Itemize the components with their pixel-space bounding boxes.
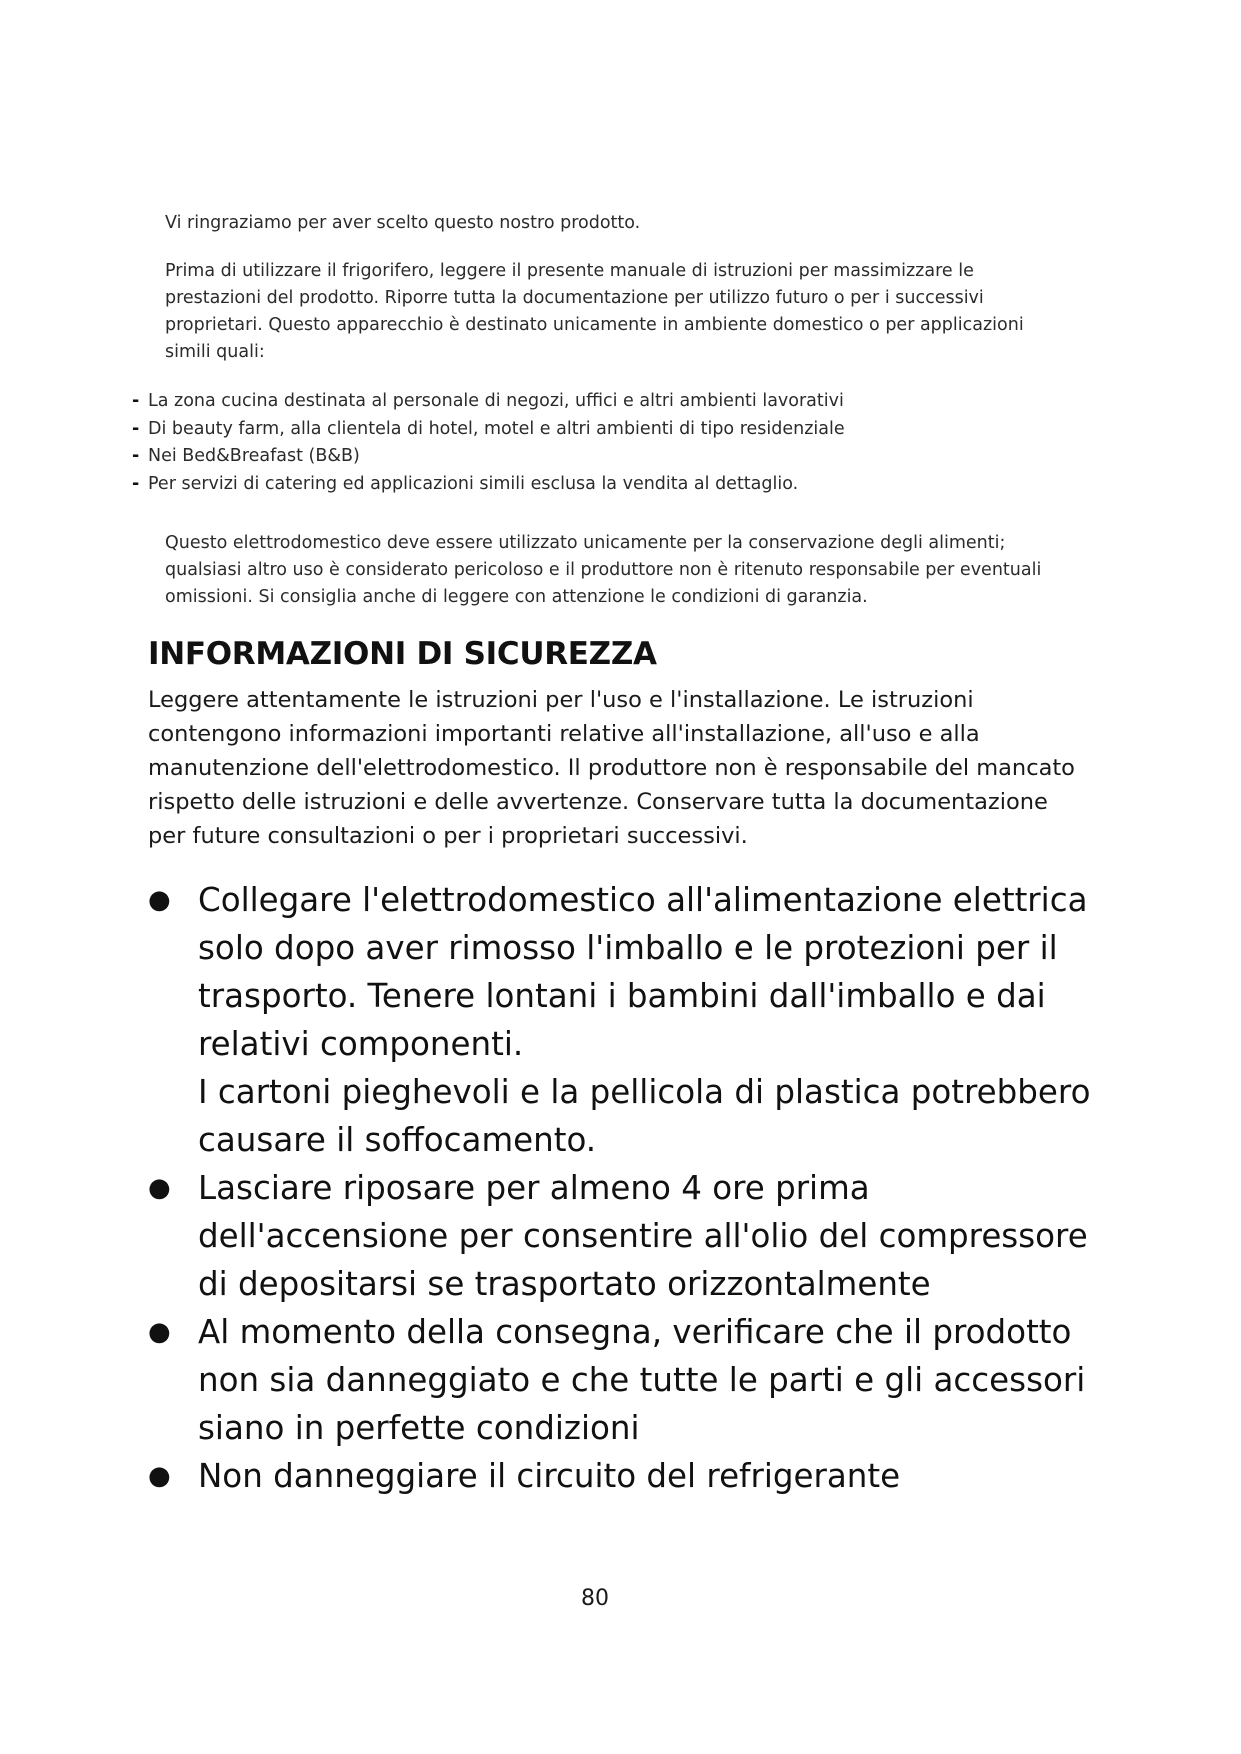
- list-item: [148, 1164, 1098, 1308]
- intro-closing: Questo elettrodomestico deve essere utilizzato unicamente per la conservazione degli alimenti; qualsiasi altro uso è considerato pericoloso e il produttore non è ritenuto responsabile per eventuali omissioni. Si consiglia anche di leggere con attenzione le condizioni di garanzia.: [165, 533, 1042, 607]
- use-item-text: La zona cucina destinata al personale di negozi, uffici e altri ambienti lavorativi: [148, 391, 844, 411]
- list-item: - La zona cucina destinata al personale di negozi, uffici e altri ambienti lavorativi: [132, 388, 845, 416]
- use-item-text: Di beauty farm, alla clientela di hotel, motel e altri ambienti di tipo residenziale: [148, 418, 845, 439]
- intro-paragraph: Prima di utilizzare il frigorifero, leggere il presente manuale di istruzioni per massimizzare le prestazioni del prodotto. Riporre tutta la documentazione per utilizzo futuro o per i successivi proprietari. Questo apparecchio è destinato unicamente in ambiente domestico o per applicazioni simili quali:: [165, 261, 1024, 362]
- list-item: [148, 1308, 1098, 1452]
- section-title: INFORMAZIONI DI SICUREZZA: [148, 636, 657, 672]
- safety-item-text: Lasciare riposare per almeno 4 ore prima dell'accensione per consentire all'olio del compressore di depositarsi se trasportato orizzontalmente: [198, 1169, 1088, 1303]
- safety-list: [148, 876, 1098, 1500]
- uses-list: [132, 388, 845, 498]
- list-item: - Di beauty farm, alla clientela di hotel, motel e altri ambienti di tipo residenziale: [132, 416, 845, 444]
- use-item-text: Per servizi di catering ed applicazioni simili esclusa la vendita al dettaglio.: [148, 473, 799, 494]
- section-body: Leggere attentamente le istruzioni per l'uso e l'installazione. Le istruzioni contengono informazioni importanti relative all'installazione, all'uso e alla manutenzione dell'elettrodomestico. Il produttore non è responsabile del mancato rispetto delle istruzioni e delle avvertenze. Conservare tutta la documentazione per future consultazioni o per i proprietari successivi.: [148, 687, 1075, 849]
- list-item: - Nei Bed&Breafast (B&B): [132, 443, 845, 471]
- safety-item-text: Collegare l'elettrodomestico all'alimentazione elettrica solo dopo aver rimosso l'imballo e le protezioni per il trasporto. Tenere lontani i bambini dall'imballo e dai relativi componenti. I cartoni pieghevoli e la pellicola di plastica potrebbero causare il soffocamento.: [198, 881, 1091, 1159]
- bullet-icon: ●: [148, 1173, 171, 1203]
- bullet-icon: ●: [148, 885, 171, 915]
- intro-thanks: Vi ringraziamo per aver scelto questo nostro prodotto.: [165, 213, 641, 233]
- safety-item-text: Al momento della consegna, verificare che il prodotto non sia danneggiato e che tutte le parti e gli accessori siano in perfette condizioni: [198, 1313, 1086, 1447]
- list-item: [148, 1452, 1098, 1500]
- bullet-icon: ●: [148, 1461, 171, 1491]
- safety-item-text: Non danneggiare il circuito del refrigerante: [198, 1457, 901, 1495]
- use-item-text: Nei Bed&Breafast (B&B): [148, 446, 360, 466]
- list-item: - Per servizi di catering ed applicazioni simili esclusa la vendita al dettaglio.: [132, 471, 845, 499]
- page-number: 80: [581, 1586, 609, 1611]
- bullet-icon: ●: [148, 1317, 171, 1347]
- list-item: [148, 876, 1098, 1164]
